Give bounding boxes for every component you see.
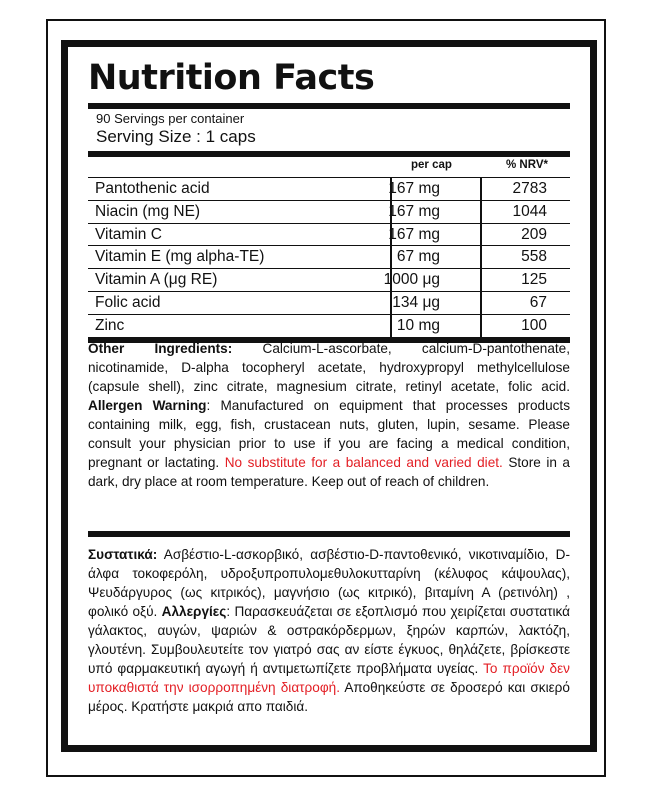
nutrient-amount: 1000 μg <box>383 271 440 289</box>
english-diet-warning: No substitute for a balanced and varied diet. <box>224 455 503 470</box>
column-header-amount: per cap <box>411 159 452 171</box>
nutrient-nrv: 558 <box>521 248 547 266</box>
nutrient-amount: 167 mg <box>388 180 440 197</box>
nutrient-amount: 134 μg <box>392 293 440 311</box>
nutrient-name: Zinc <box>95 316 125 334</box>
english-allergen-text: : Manufactured on equipment that processes products containing milk, egg, fish, crustacean nuts, gluten, lupin, sesame. Please consult your physician prior to use if you are facing a medical condition, pregnant or lactating. <box>88 398 570 470</box>
nutrient-nrv: 100 <box>521 316 547 334</box>
english-allergen-label: Allergen Warning <box>88 398 207 413</box>
title-divider <box>88 103 570 109</box>
nutrient-amount: 10 mg <box>396 316 440 334</box>
nutrient-name: Pantothenic acid <box>95 180 210 197</box>
greek-storage-text: Αποθηκεύστε σε δροσερό και σκιερό μέρος. Κρατήστε μακριά απο παιδιά. <box>88 680 570 714</box>
serving-size: Serving Size : 1 caps <box>96 127 256 146</box>
language-divider <box>88 531 570 537</box>
nutrient-name: Vitamin A (μg RE) <box>95 271 218 289</box>
nutrient-name: Vitamin C <box>95 225 162 243</box>
nutrient-name: Vitamin E (mg alpha-TE) <box>95 248 265 266</box>
panel-title: Nutrition Facts <box>88 58 375 98</box>
greek-ingredients-label: Συστατικά: <box>88 547 158 562</box>
nutrient-amount: 67 mg <box>396 248 440 266</box>
nutrient-nrv: 67 <box>529 293 547 311</box>
nutrient-name: Folic acid <box>95 293 161 311</box>
table-row <box>88 245 570 268</box>
english-ingredients <box>88 339 570 491</box>
table-row <box>88 291 570 314</box>
nutrient-table <box>88 177 570 343</box>
greek-allergen-label: Αλλεργίες <box>161 604 227 619</box>
table-row <box>88 200 570 223</box>
nutrient-amount: 167 mg <box>388 225 440 243</box>
table-row <box>88 268 570 291</box>
column-header-nrv: % NRV* <box>506 159 548 171</box>
english-ingredients-label: Other Ingredients: <box>88 341 233 356</box>
nutrient-name: Niacin (mg NE) <box>95 202 201 220</box>
english-storage-text: Store in a dark, dry place at room temperature. Keep out of reach of children. <box>88 455 570 489</box>
nutrient-nrv: 1044 <box>512 202 547 220</box>
nutrient-nrv: 209 <box>521 225 547 243</box>
table-row <box>88 177 570 200</box>
nutrient-nrv: 2783 <box>512 180 547 197</box>
greek-allergen-text: : Παρασκευάζεται σε εξοπλισμό που χειρίζεται συστατικά γάλακτος, αυγών, ψαριών & οστρακόρδερμων, ξηρών καρπών, λακτόζη, γλουτένη. Συμβουλευτείτε τον γιατρό σας αν είστε έγκυος, θηλάζετε, βρίσκεστε υπό φαρμακευτική αγωγή ή αντιμετωπίζετε προβλήματα υγείας. <box>88 604 570 676</box>
greek-ingredients-text: Ασβέστιο-L-ασκορβικό, ασβέστιο-D-παντοθενικό, νικοτιναμίδιο, D-άλφα τοκοφερόλη, υδροξυπροπυλομεθυλοκυτταρίνη (κέλυφος κάψουλας), Ψευδάργυρος (ως κιτρικός), μαγνήσιο (ως κιτρικό), βιταμίνη Α (ρετινόλη) , φολικό οξύ. <box>88 547 570 619</box>
servings-per-container: 90 Servings per container <box>96 111 245 126</box>
english-ingredients-text: Calcium-L-ascorbate, calcium-D-pantothenate, nicotinamide, D-alpha tocopheryl acetate, hydroxypropyl methylcellulose (capsule shell), zinc citrate, magnesium citrate, retinyl acetate, folic acid. <box>88 341 571 394</box>
greek-ingredients <box>88 545 570 716</box>
nutrient-amount: 167 mg <box>388 202 440 220</box>
table-row <box>88 223 570 246</box>
nutrient-nrv: 125 <box>521 271 547 289</box>
greek-diet-warning: Το προϊόν δεν υποκαθιστά την ισορροπημένη διατροφή. <box>88 661 570 695</box>
serving-divider <box>88 151 570 157</box>
nutrition-facts-panel <box>61 40 597 752</box>
